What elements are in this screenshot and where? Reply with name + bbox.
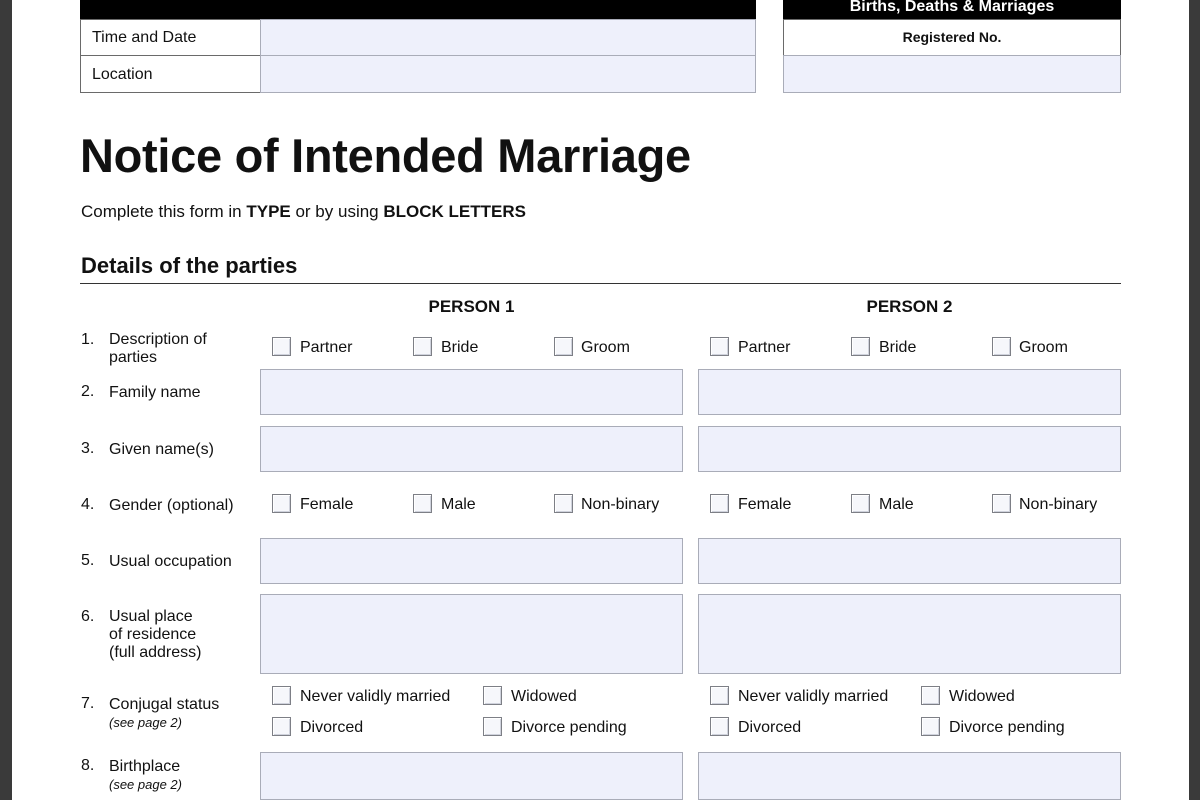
bdm-registered-label: Registered No. — [902, 29, 1002, 45]
p1-male-checkbox[interactable] — [413, 494, 432, 513]
p1-divorce-pending-checkbox[interactable] — [483, 717, 502, 736]
p1-nonbinary-label: Non-binary — [581, 496, 660, 513]
person2-heading: PERSON 2 — [866, 297, 953, 316]
bdm-header-text: Births, Deaths & Marriages — [849, 0, 1055, 15]
p1-never-married-label: Never validly married — [300, 688, 451, 705]
p1-female-label: Female — [300, 496, 354, 513]
p1-female-checkbox[interactable] — [272, 494, 291, 513]
p2-residence-input[interactable] — [698, 594, 1121, 674]
page-edge-right — [1189, 0, 1200, 800]
page-title: Notice of Intended Marriage — [80, 129, 691, 182]
p2-female-label: Female — [738, 496, 792, 513]
instruction-type-word: TYPE — [246, 202, 291, 221]
p1-never-married-checkbox[interactable] — [272, 686, 291, 705]
row2-label: Family name — [109, 384, 201, 401]
p2-never-married-label: Never validly married — [738, 688, 889, 705]
p2-given-names-input[interactable] — [698, 426, 1121, 472]
p2-nonbinary-checkbox[interactable] — [992, 494, 1011, 513]
p1-groom-checkbox[interactable] — [554, 337, 573, 356]
p2-groom-checkbox[interactable] — [992, 337, 1011, 356]
p1-divorce-pending-label: Divorce pending — [511, 719, 627, 736]
p1-male-label: Male — [441, 496, 476, 513]
p2-male-label: Male — [879, 496, 914, 513]
row6-number: 6. — [81, 608, 95, 625]
section-rule — [80, 283, 1121, 284]
p2-partner-checkbox[interactable] — [710, 337, 729, 356]
instruction-pre: Complete this form in — [81, 202, 247, 221]
p2-family-name-input[interactable] — [698, 369, 1121, 415]
person1-heading: PERSON 1 — [428, 297, 515, 316]
bdm-header — [783, 0, 1121, 19]
booking-header — [80, 0, 756, 19]
p1-occupation-input[interactable] — [260, 538, 683, 584]
instruction-line — [81, 202, 526, 222]
row6-label-line3: (full address) — [109, 644, 202, 661]
row2-number: 2. — [81, 383, 95, 400]
p2-partner-label: Partner — [738, 339, 791, 356]
p1-given-names-input[interactable] — [260, 426, 683, 472]
instruction-mid: or by using — [290, 202, 384, 221]
row5-number: 5. — [81, 552, 95, 569]
row1-label-line2: parties — [109, 349, 158, 366]
p2-divorced-checkbox[interactable] — [710, 717, 729, 736]
p1-partner-checkbox[interactable] — [272, 337, 291, 356]
p1-bride-checkbox[interactable] — [413, 337, 432, 356]
row4-label: Gender (optional) — [109, 497, 234, 514]
row7-label: Conjugal status — [109, 696, 220, 713]
booking-time-date-input[interactable] — [260, 19, 756, 56]
row4-number: 4. — [81, 496, 95, 513]
row8-label: Birthplace — [109, 758, 181, 775]
p1-partner-label: Partner — [300, 339, 353, 356]
row7-number: 7. — [81, 695, 95, 712]
p2-widowed-checkbox[interactable] — [921, 686, 940, 705]
booking-time-date-label: Time and Date — [92, 29, 197, 46]
row3-number: 3. — [81, 440, 95, 457]
p1-widowed-label: Widowed — [511, 688, 577, 705]
p1-bride-label: Bride — [441, 339, 479, 356]
p2-bride-label: Bride — [879, 339, 917, 356]
p2-widowed-label: Widowed — [949, 688, 1015, 705]
bdm-registered-number-input[interactable] — [783, 55, 1121, 93]
p2-bride-checkbox[interactable] — [851, 337, 870, 356]
p2-groom-label: Groom — [1019, 339, 1068, 356]
row7-note: (see page 2) — [109, 715, 182, 730]
page-edge-left — [0, 0, 12, 800]
p2-divorce-pending-checkbox[interactable] — [921, 717, 940, 736]
p2-divorced-label: Divorced — [738, 719, 802, 736]
p2-never-married-checkbox[interactable] — [710, 686, 729, 705]
row8-note: (see page 2) — [109, 777, 182, 792]
bdm-registered-label-cell — [783, 19, 1121, 56]
p1-widowed-checkbox[interactable] — [483, 686, 502, 705]
p2-nonbinary-label: Non-binary — [1019, 496, 1098, 513]
booking-location-input[interactable] — [260, 55, 756, 93]
row6-label-line1: Usual place — [109, 608, 193, 625]
p2-divorce-pending-label: Divorce pending — [949, 719, 1065, 736]
p2-male-checkbox[interactable] — [851, 494, 870, 513]
p1-divorced-label: Divorced — [300, 719, 364, 736]
p2-female-checkbox[interactable] — [710, 494, 729, 513]
row6-label-line2: of residence — [109, 626, 197, 643]
booking-location-label: Location — [92, 66, 153, 83]
row5-label: Usual occupation — [109, 553, 232, 570]
instruction-block-word: BLOCK LETTERS — [383, 202, 526, 221]
section-heading: Details of the parties — [81, 253, 298, 278]
p1-family-name-input[interactable] — [260, 369, 683, 415]
p1-nonbinary-checkbox[interactable] — [554, 494, 573, 513]
p1-divorced-checkbox[interactable] — [272, 717, 291, 736]
p1-birthplace-input[interactable] — [260, 752, 683, 800]
p2-birthplace-input[interactable] — [698, 752, 1121, 800]
p1-residence-input[interactable] — [260, 594, 683, 674]
p2-occupation-input[interactable] — [698, 538, 1121, 584]
row8-number: 8. — [81, 757, 95, 774]
row1-number: 1. — [81, 331, 95, 348]
p1-groom-label: Groom — [581, 339, 630, 356]
row1-label-line1: Description of — [109, 331, 207, 348]
row3-label: Given name(s) — [109, 441, 214, 458]
